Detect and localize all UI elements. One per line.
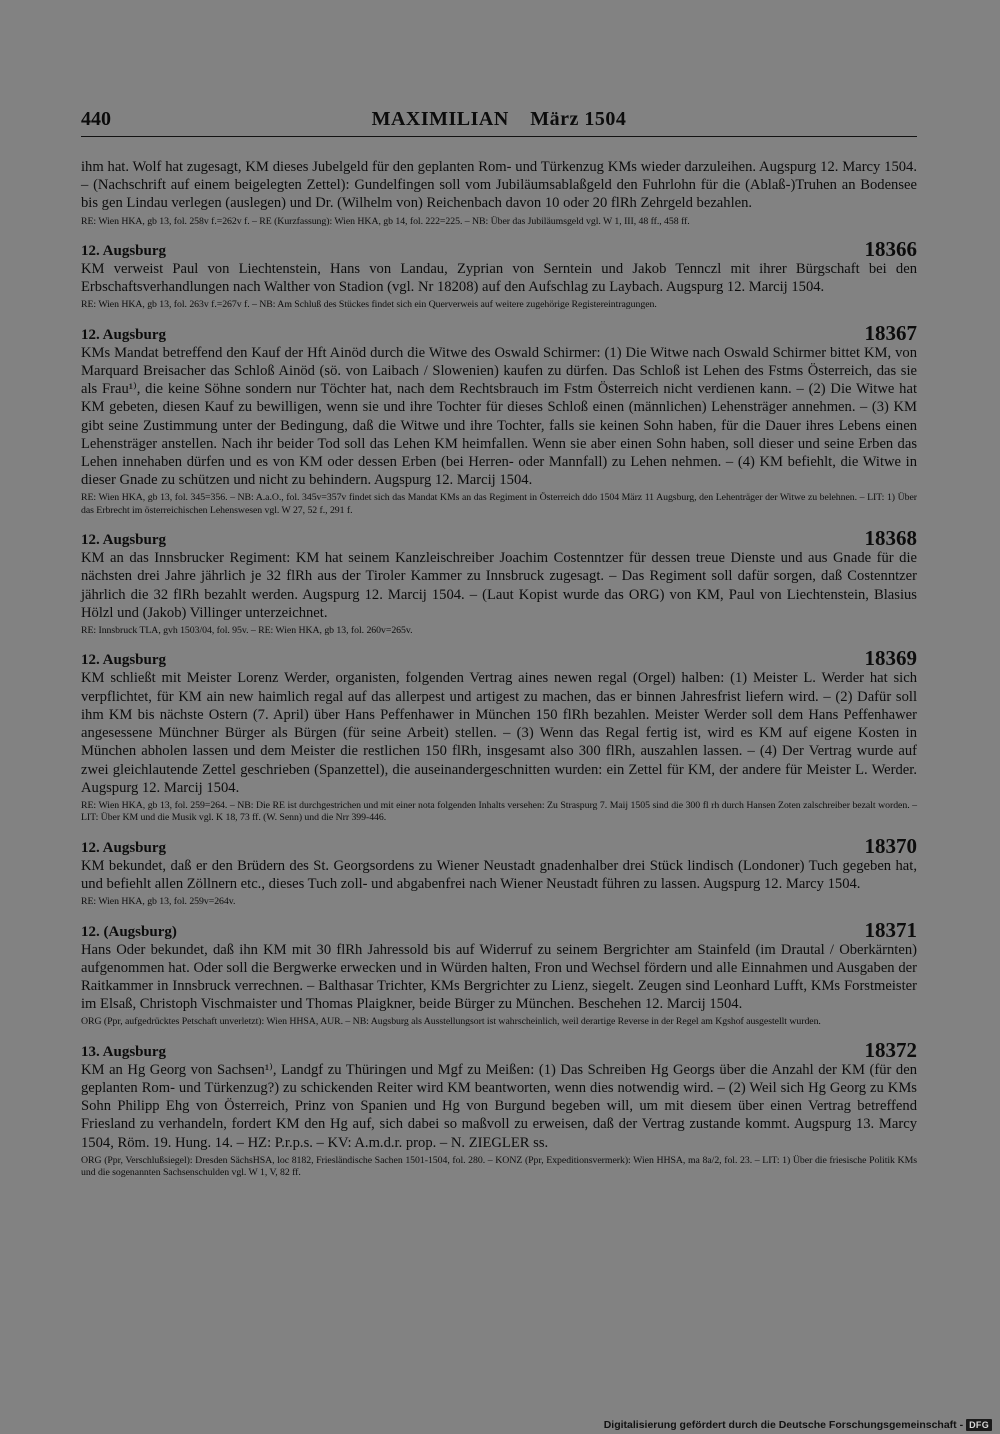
entry-heading: [81, 833, 917, 858]
entry-text: KM verweist Paul von Liechtenstein, Hans von Landau, Zyprian von Serntein und Jakob Tennczl mit ihrer Bürgschaft bei den Erbschaftsverhandlungen nach Walther von Stadion (vgl. Nr 18208) auf den Aufschlag zu Laybach. Augspurg 12. Marcij 1504.: [81, 261, 917, 296]
entry-text: KM bekundet, daß er den Brüdern des St. Georgsordens zu Wiener Neustadt gnadenhalber drei Stück lindisch (Londoner) Tuch gegeben hat, und befiehlt allen Zöllnern etc., dieses Tuch zoll- und abgabenfrei nach Wiener Neustadt führen zu lassen. Augspurg 12. Marcy 1504.: [81, 857, 917, 892]
entry-number: 18371: [864, 917, 917, 942]
running-head-title: MAXIMILIAN: [371, 108, 509, 130]
entry-text: KM an Hg Georg von Sachsen¹⁾, Landgf zu Thüringen und Mgf zu Meißen: (1) Das Schreiben Hg Georgs über die Anzahl der KM (für den geplanten Rom- und Türkenzug?) zu schickenden Reiter wird KM beantworten, wenn dies notwendig wird. – (2) Weil sich Hg Georg zu KMs Sohn Philipp Ehg von Österreich, Prinz von Spanien und Hg von Burgund begeben will, um mit diesem über einen Vertrag betreffend Friesland zu verhandeln, fordert KM den Hg auf, sich dabei so maßvoll zu erweisen, daß der Vertrag zustande kommt. Augspurg 13. Marcy 1504, Röm. 19. Hung. 14. – HZ: P.r.p.s. – KV: A.m.d.r. prop. – N. ZIEGLER ss.: [81, 1061, 917, 1151]
entry-number: 18366: [864, 237, 917, 262]
running-head: [81, 108, 917, 131]
entry-date: 13. Augsburg: [81, 1043, 167, 1060]
dfg-logo-icon: DFG: [966, 1419, 992, 1431]
entry-date: 12. (Augsburg): [81, 923, 177, 940]
entry-number: 18369: [864, 646, 917, 671]
entry-date: 12. Augsburg: [81, 652, 167, 669]
entry-18370: [81, 833, 917, 909]
entry-heading: [81, 526, 917, 551]
entry-heading: [81, 320, 917, 345]
credit-text: Digitalisierung gefördert durch die Deutsche Forschungsgemeinschaft -: [603, 1419, 964, 1431]
entry-heading: [81, 646, 917, 671]
entry-text: KMs Mandat betreffend den Kauf der Hft Ainöd durch die Witwe des Oswald Schirmer: (1) Die Witwe nach Oswald Schirmer bittet KM, von Marquard Breisacher das Schloß Ainöd (sö. von Laibach / Slowenien) kaufen zu dürfen. Das Schloß ist Lehen des Fstms Österreich, das sie als Frau¹⁾, die keine Söhne sondern nur Töchter hat, nach dem Rechtsbrauch im Fstm Österreich nicht verdienen kann. – (2) Die Witwe hat KM gebeten, diesen Kauf zu bewilligen, wenn sie und ihre Tochter für dieses Schloß einen (männlichen) Lehensträger annehmen. – (3) KM gibt seine Zustimmung unter der Bedingung, daß die Witwe und ihre Tochter, falls sie keinen Sohn haben, für die Dauer ihres Lebens einen Lehensträger anstellen. Nach ihr beider Tod soll das Lehen KM heimfallen. Wenn sie aber einen Sohn haben, soll dieser und seine Erben das Lehen innehaben dürfen und es von KM oder dessen Erben (bei Herren- oder Mannfall) zu Lehen nehmen. – (4) KM befiehlt, die Witwe in dieser Gnade zu schützen und nicht zu behindern. Augspurg 12. Marcij 1504.: [81, 344, 917, 489]
entry-heading: [81, 1037, 917, 1062]
entry-text: Hans Oder bekundet, daß ihn KM mit 30 flRh Jahressold bis auf Widerruf zu seinem Bergrichter am Stainfeld (im Drautal / Oberkärnten) aufgenommen hat. Oder soll die Bergwerke erwecken und in Würden halten, Fron und Wechsel fördern und alle Einnahmen und Ausgaben der Raitkammer in Innsbruck verrechnen. – Balthasar Trichter, KMs Bergrichter zu Lienz, siegelt. Zeugen sind Leonhard Lufft, KMs Forstmeister im Elsaß, Christoph Vischmaister und Thomas Plaigkner, beide Bürger zu München. Beschehen 12. Marcij 1504.: [81, 941, 917, 1013]
intro-note: RE: Wien HKA, gb 13, fol. 258v f.=262v f. – RE (Kurzfassung): Wien HKA, gb 14, fol. 222=225. – NB: Über das Jubiläumsgeld vgl. W 1, III, 48 ff., 458 ff.: [81, 215, 690, 227]
entry-note: ORG (Ppr, Verschlußsiegel): Dresden SächsHSA, loc 8182, Friesländische Sachen 1501-1504, fol. 280. – KONZ (Ppr, Expeditionsvermerk): Wien HHSA, ma 8a/2, fol. 23. – LIT: 1) Über die friesische Politik KMs und die sogenannten Sachsenschulden vgl. W 1, V, 82 ff.: [81, 1154, 917, 1179]
entry-18372: [81, 1037, 917, 1180]
entry-heading: [81, 917, 917, 942]
entry-18367: [81, 320, 917, 517]
entry-note: RE: Wien HKA, gb 13, fol. 259=264. – NB: Die RE ist durchgestrichen und mit einer nota folgenden Inhalts versehen: Zu Straspurg 7. Maij 1505 sind die 300 fl rh durch Hansen Zoten zalschreiber bezalt worden. – LIT: Über KM und die Musik vgl. K 18, 73 ff. (W. Senn) und die Nrr 399-446.: [81, 799, 917, 824]
entry-text: KM schließt mit Meister Lorenz Werder, organisten, folgenden Vertrag aines newen regal (Orgel) halben: (1) Meister L. Werder hat sich verpflichtet, für KM ain new haimlich regal auf das allerpest und artigest zu machen, das er binnen Jahresfrist liefern wird. – (2) Dafür soll ihm KM bis nächste Ostern (7. April) über Hans Peffenhawer in München 150 flRh bezahlen. Meister Werder soll dem Hans Peffenhawer angesessene Münchner Bürger als Bürgen (für seine Arbeit) stellen. – (3) Wenn das Regal fertig ist, wird es KM auf eigene Kosten in München abholen lassen und dem Meister die restlichen 150 flRh, insgesamt also 300 flRh, auszahlen lassen. – (4) Der Vertrag wurde auf zwei gleichlautende Zettel geschrieben (Spanzettel), die auseinandergeschnitten wurden: ein Zettel für KM, der andere für Meister L. Werder. Augspurg 12. Marcij 1504.: [81, 670, 917, 796]
running-head-subtitle: März 1504: [530, 108, 627, 130]
entry-heading: [81, 237, 917, 262]
entry-number: 18372: [864, 1037, 917, 1062]
entry-note: RE: Innsbruck TLA, gvh 1503/04, fol. 95v. – RE: Wien HKA, gb 13, fol. 260v=265v.: [81, 625, 413, 637]
entry-date: 12. Augsburg: [81, 839, 167, 856]
page-header: [81, 104, 917, 137]
entry-number: 18368: [864, 526, 917, 551]
page-content: [81, 158, 917, 1180]
entry-date: 12. Augsburg: [81, 326, 167, 343]
entry-number: 18367: [864, 320, 917, 345]
entry-note: RE: Wien HKA, gb 13, fol. 259v=264v.: [81, 896, 236, 908]
intro-text: ihm hat. Wolf hat zugesagt, KM dieses Jubelgeld für den geplanten Rom- und Türkenzug KMs wieder darzuleihen. Augspurg 12. Marcy 1504. – (Nachschrift auf einem beigelegten Zettel): Gundelfingen soll vom Jubiläumsablaßgeld den Fuhrlohn für die (Ablaß-)Truhen an Bodensee bis gen Lindau verlegen (auslegen) und Dr. (Wilhelm von) Reichenbach davon 10 oder 20 flRh Zehrgeld bezahlen.: [81, 159, 917, 212]
entry-18369: [81, 646, 917, 824]
entry-number: 18370: [864, 833, 917, 858]
entry-date: 12. Augsburg: [81, 243, 167, 260]
entry-note: RE: Wien HKA, gb 13, fol. 345=356. – NB: A.a.O., fol. 345v=357v findet sich das Mandat KMs an das Regiment in Österreich ddo 1504 März 11 Augsburg, den Lehenträger der Witwe zu belehnen. – LIT: 1) Über das Erbrecht im österreichischen Lehenswesen vgl. W 27, 52 f., 291 f.: [81, 492, 917, 516]
digitization-credit: [604, 1418, 992, 1432]
entry-note: ORG (Ppr, aufgedrücktes Petschaft unverletzt): Wien HHSA, AUR. – NB: Augsburg als Ausstellungsort ist wahrscheinlich, weil derartige Reverse in der Regel am Kgshof ausgestellt wurden.: [81, 1016, 821, 1028]
entry-date: 12. Augsburg: [81, 532, 167, 549]
page-number: 440: [81, 108, 111, 130]
entry-18366: [81, 237, 917, 312]
entry-note: RE: Wien HKA, gb 13, fol. 263v f.=267v f. – NB: Am Schluß des Stückes findet sich ein Querverweis auf weitere zugehörige Registereintragungen.: [81, 299, 657, 311]
entry-text: KM an das Innsbrucker Regiment: KM hat seinem Kanzleischreiber Joachim Costenntzer für dessen treue Dienste und aus Gnade für die nächsten drei Jahre jährlich je 32 flRh aus der Tiroler Kammer zu Innsbruck zugesagt. – Das Regiment soll dafür sorgen, daß Costenntzer jährlich die 32 flRh bezahlt werden. Augspurg 12. Marcij 1504. – (Laut Kopist wurde das ORG) von KM, Paul von Liechtenstein, Blasius Hölzl und (Jakob) Villinger unterzeichnet.: [81, 550, 917, 621]
entry-18371: [81, 917, 917, 1029]
entry-18368: [81, 526, 917, 637]
